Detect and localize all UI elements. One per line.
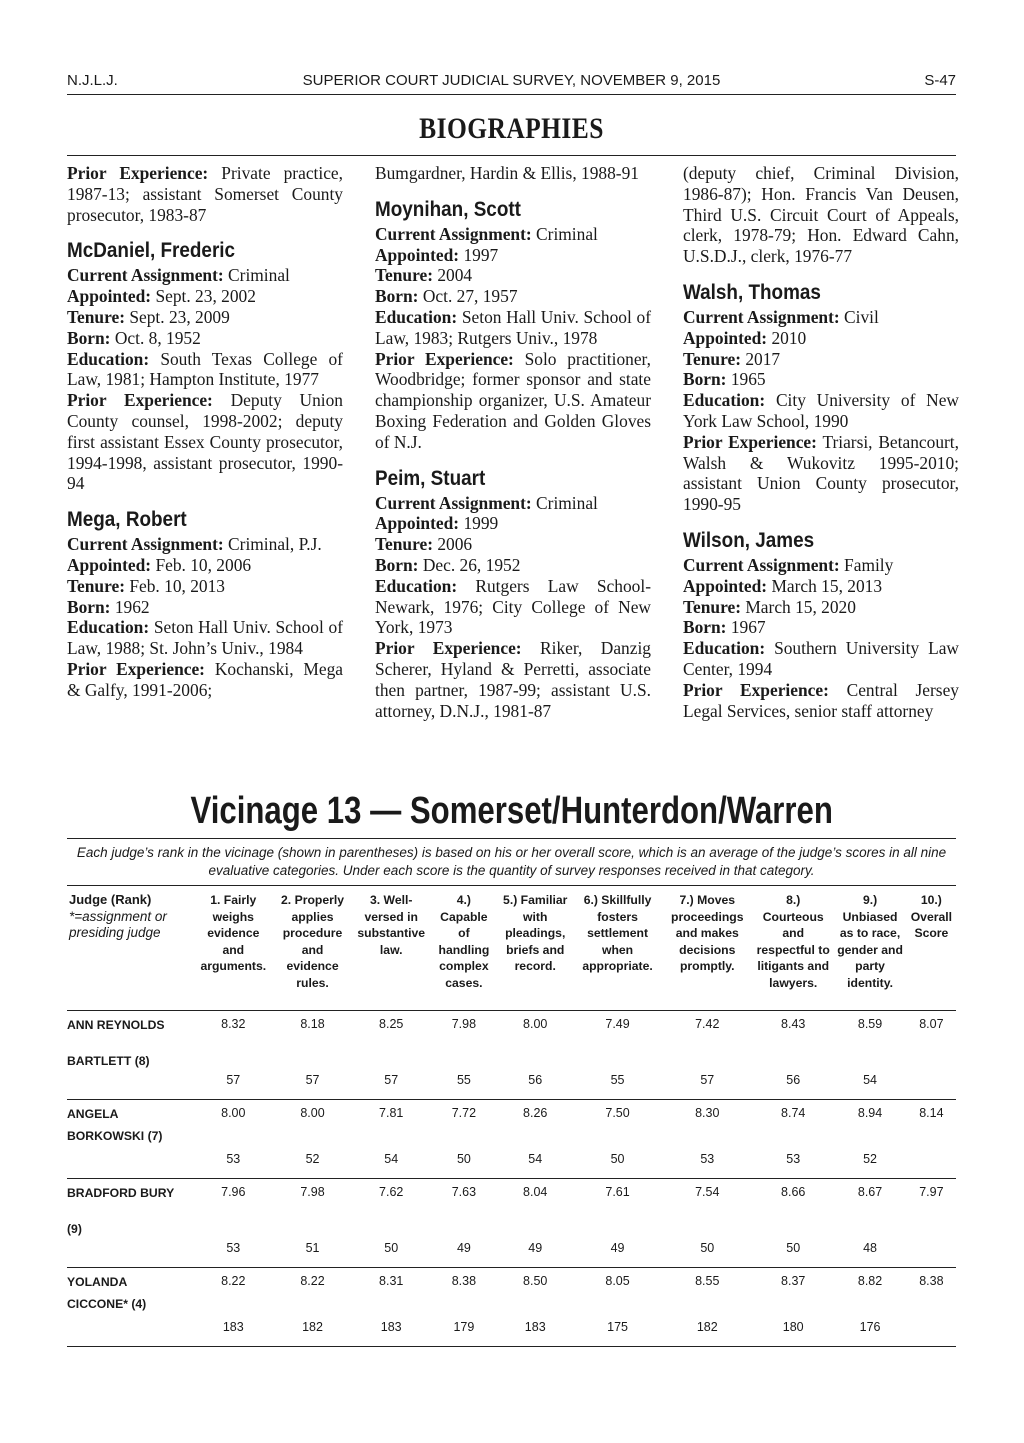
bio-field-label: Appointed: bbox=[67, 286, 152, 307]
score-cell: 8.66 bbox=[781, 1184, 806, 1199]
score-cell: 7.62 bbox=[379, 1184, 404, 1199]
bio-field-appointed bbox=[683, 576, 959, 597]
bio-field-value: Riker, Danzig Scherer, Hyland & Perretti, associate then partner, 1987-99; assistant U.S. attorney, D.N.J., 1981-87 bbox=[375, 638, 651, 721]
response-count-cell: 183 bbox=[380, 1319, 402, 1334]
bio-field-value: March 15, 2013 bbox=[771, 575, 883, 596]
score-cell: 7.96 bbox=[221, 1184, 246, 1199]
bio-field-label: Prior Experience: bbox=[683, 679, 829, 700]
criterion-header: 8.) Courteous and respectful to litigants and lawyers. bbox=[756, 893, 830, 990]
bio-field-value: Oct. 27, 1957 bbox=[422, 286, 518, 307]
judge-scores-table bbox=[67, 892, 956, 1347]
bio-field-assignment bbox=[683, 555, 959, 576]
criterion-header: 1. Fairly weighs evidence and arguments. bbox=[200, 893, 267, 974]
score-cell: 8.50 bbox=[523, 1273, 548, 1288]
response-count-cell: 175 bbox=[607, 1319, 628, 1334]
response-count-cell: 53 bbox=[226, 1151, 241, 1166]
response-count-cell: 51 bbox=[305, 1240, 320, 1255]
bio-field-assignment bbox=[683, 307, 959, 328]
response-count-cell: 50 bbox=[786, 1240, 801, 1255]
score-cell: 7.97 bbox=[919, 1184, 944, 1199]
score-cell: 8.00 bbox=[523, 1016, 548, 1031]
response-count-cell: 182 bbox=[302, 1319, 323, 1334]
criterion-header: 10.) Overall Score bbox=[910, 893, 953, 941]
score-cell: 8.74 bbox=[781, 1105, 806, 1120]
bio-field-label: Appointed: bbox=[67, 554, 152, 575]
response-count-cell: 182 bbox=[696, 1319, 718, 1334]
score-cell: 7.63 bbox=[451, 1184, 477, 1199]
bio-field-tenure bbox=[375, 265, 651, 286]
table-header-row bbox=[67, 892, 956, 1010]
bio-field-value: 1997 bbox=[463, 244, 499, 265]
bio-field-prior bbox=[683, 680, 959, 722]
bio-field-value: Dec. 26, 1952 bbox=[422, 554, 521, 575]
bio-field-education bbox=[375, 576, 651, 638]
score-cell: 8.25 bbox=[379, 1016, 404, 1031]
bio-field-label: Prior Experience: bbox=[683, 431, 817, 452]
response-count-row bbox=[67, 1039, 956, 1100]
response-count-cell: 57 bbox=[384, 1072, 399, 1087]
page-header bbox=[67, 70, 956, 95]
biography-continuation bbox=[67, 163, 343, 225]
bio-field-label: Education: bbox=[375, 575, 458, 596]
score-cell: 8.05 bbox=[605, 1273, 630, 1288]
judge-name-line: CICCONE* (4) bbox=[67, 1296, 147, 1311]
bio-field-value: 1965 bbox=[730, 369, 766, 390]
score-cell: 7.49 bbox=[605, 1016, 630, 1031]
bio-field-appointed bbox=[67, 555, 343, 576]
score-cell: 7.50 bbox=[605, 1105, 630, 1120]
bio-field-label: Education: bbox=[375, 306, 458, 327]
bio-field-value: Oct. 8, 1952 bbox=[114, 327, 201, 348]
bio-field-born bbox=[683, 617, 959, 638]
bio-field-label: Tenure: bbox=[683, 348, 741, 369]
score-cell: 8.59 bbox=[857, 1016, 883, 1031]
score-cell: 8.30 bbox=[695, 1105, 720, 1120]
criterion-header: 9.) Unbiased as to race, gender and party identity. bbox=[837, 893, 903, 990]
judge-name-line: ANGELA bbox=[67, 1106, 119, 1121]
response-count-cell: 55 bbox=[610, 1072, 625, 1087]
bio-field-education bbox=[375, 307, 651, 349]
bio-field-label: Tenure: bbox=[375, 534, 433, 555]
response-count-cell: 57 bbox=[226, 1072, 241, 1087]
judge-header-label: Judge (Rank) bbox=[69, 892, 152, 907]
bio-field-label: Appointed: bbox=[683, 327, 768, 348]
response-count-cell bbox=[907, 1039, 956, 1100]
bio-field-value: 1967 bbox=[730, 617, 766, 638]
score-cell: 7.61 bbox=[605, 1184, 630, 1199]
response-count-cell: 50 bbox=[700, 1240, 715, 1255]
response-count-cell: 183 bbox=[524, 1319, 546, 1334]
bio-field-label: Born: bbox=[67, 596, 111, 617]
page-number: S-47 bbox=[924, 72, 956, 89]
judge-cell bbox=[67, 1178, 193, 1267]
response-count-cell: 176 bbox=[859, 1319, 881, 1334]
response-count-cell: 179 bbox=[453, 1319, 475, 1334]
bio-field-label: Current Assignment: bbox=[683, 306, 840, 327]
bio-field-assignment bbox=[375, 493, 651, 514]
bio-field-value: Sept. 23, 2009 bbox=[129, 306, 230, 327]
bio-field-label: Prior Experience: bbox=[67, 658, 205, 679]
bio-field-label: Tenure: bbox=[683, 596, 741, 617]
bio-field-label: Born: bbox=[67, 327, 111, 348]
judge-name: Mega, Robert bbox=[67, 508, 187, 532]
biography-column-3 bbox=[683, 163, 959, 721]
bio-field-prior bbox=[67, 659, 343, 701]
bio-field-label: Prior Experience: bbox=[67, 163, 209, 183]
response-count-cell: 49 bbox=[610, 1240, 625, 1255]
score-cell: 7.81 bbox=[379, 1105, 404, 1120]
bio-field-value: Criminal bbox=[536, 492, 598, 513]
bio-field-value: Seton Hall Univ. School of Law, 1988; St. John’s Univ., 1984 bbox=[67, 617, 343, 659]
score-row bbox=[67, 1178, 956, 1207]
bio-field-value: Southern University Law Center, 1994 bbox=[683, 638, 959, 679]
score-cell: 8.22 bbox=[221, 1273, 246, 1288]
bio-field-label: Education: bbox=[683, 638, 766, 659]
judge-name-line: BARTLETT (8) bbox=[67, 1053, 150, 1068]
biography-continuation: (deputy chief, Criminal Division, 1986-87); Hon. Francis Van Deusen, Third U.S. Circuit Court of Appeals, clerk, 1978-79; Hon. Edward Cahn, U.S.D.J., clerk, 1976-77 bbox=[683, 163, 959, 267]
response-count-cell: 50 bbox=[384, 1240, 399, 1255]
bio-field-value: Criminal bbox=[536, 223, 598, 244]
bio-field-value: Deputy Union County counsel, 1998-2002; deputy first assistant Essex County prosecutor, 1994-1998, assistant prosecutor, 1990-94 bbox=[67, 390, 343, 494]
bio-field-born bbox=[67, 328, 343, 349]
score-row bbox=[67, 1010, 956, 1039]
score-cell: 8.37 bbox=[781, 1273, 806, 1288]
bio-field-value: Sept. 23, 2002 bbox=[155, 286, 256, 307]
bio-field-tenure bbox=[67, 307, 343, 328]
response-count-cell: 52 bbox=[863, 1151, 877, 1166]
bio-field-value: Criminal, P.J. bbox=[228, 534, 322, 555]
bio-field-born bbox=[375, 555, 651, 576]
response-count-row bbox=[67, 1207, 956, 1268]
table-intro: Each judge’s rank in the vicinage (shown in parentheses) is based on his or her overall score, which is an average of the judge’s scores in all nine evaluative categories. Under each score is the quantity of survey responses received in that category. bbox=[76, 845, 947, 878]
criterion-header: 3. Well-versed in substantive law. bbox=[357, 893, 426, 957]
judge-name: Wilson, James bbox=[683, 528, 815, 552]
bio-field-tenure bbox=[683, 349, 959, 370]
bio-field-value: Feb. 10, 2006 bbox=[155, 554, 252, 575]
bio-field-prior bbox=[375, 349, 651, 453]
biography-column-2 bbox=[375, 163, 651, 721]
bio-field-label: Current Assignment: bbox=[375, 223, 532, 244]
bio-field-education bbox=[67, 349, 343, 391]
bio-field-value: Seton Hall Univ. School of Law, 1983; Rutgers Univ., 1978 bbox=[375, 306, 651, 348]
bio-field-appointed bbox=[67, 286, 343, 307]
bio-field-value: 2006 bbox=[437, 534, 473, 555]
bio-field-label: Current Assignment: bbox=[375, 492, 532, 513]
score-cell: 8.94 bbox=[857, 1105, 883, 1120]
bio-field-label: Education: bbox=[67, 617, 150, 638]
bio-field-assignment bbox=[375, 224, 651, 245]
bio-field-born bbox=[375, 286, 651, 307]
bio-field-prior bbox=[375, 638, 651, 721]
bio-field-value: 1962 bbox=[114, 596, 150, 617]
bio-field-value: Triarsi, Betancourt, Walsh & Wukovitz 1995-2010; assistant Union County prosecutor, 1990-95 bbox=[683, 431, 959, 515]
score-cell: 8.14 bbox=[919, 1105, 944, 1120]
bio-field-assignment bbox=[67, 265, 343, 286]
bio-field-education bbox=[683, 638, 959, 680]
bio-field-value: Central Jersey Legal Services, senior staff attorney bbox=[683, 679, 959, 721]
bio-field-label: Tenure: bbox=[67, 575, 125, 596]
score-cell: 8.07 bbox=[919, 1016, 944, 1031]
response-count-cell: 183 bbox=[222, 1319, 244, 1334]
response-count-cell: 54 bbox=[528, 1151, 543, 1166]
judge-name: Peim, Stuart bbox=[375, 466, 486, 490]
score-cell: 8.18 bbox=[300, 1016, 325, 1031]
score-cell: 8.04 bbox=[523, 1184, 548, 1199]
divider bbox=[67, 885, 956, 886]
response-count-cell: 48 bbox=[863, 1240, 877, 1255]
vicinage-title bbox=[67, 790, 956, 833]
response-count-cell: 54 bbox=[384, 1151, 399, 1166]
bio-field-value: Criminal bbox=[228, 265, 290, 286]
bio-field-value: Feb. 10, 2013 bbox=[129, 575, 225, 596]
judge-cell bbox=[67, 1099, 193, 1178]
bio-field-prior bbox=[67, 390, 343, 494]
biography-column-1 bbox=[67, 163, 343, 701]
judge-name: McDaniel, Frederic bbox=[67, 239, 236, 263]
score-row bbox=[67, 1099, 956, 1128]
criterion-header: 7.) Moves proceedings and makes decisions promptly. bbox=[671, 893, 744, 974]
bio-field-label: Current Assignment: bbox=[67, 265, 224, 286]
response-count-cell bbox=[907, 1207, 956, 1268]
score-cell: 7.72 bbox=[451, 1105, 477, 1120]
response-count-cell bbox=[907, 1296, 956, 1347]
judge-cell bbox=[67, 1010, 193, 1099]
response-count-cell: 49 bbox=[528, 1240, 543, 1255]
response-count-cell: 53 bbox=[700, 1151, 715, 1166]
bio-field-label: Appointed: bbox=[683, 575, 768, 596]
response-count-cell: 180 bbox=[782, 1319, 804, 1334]
bio-field-label: Tenure: bbox=[375, 265, 433, 286]
bio-field-value: Kochanski, Mega & Galfy, 1991-2006; bbox=[67, 658, 343, 700]
bio-field-appointed bbox=[375, 513, 651, 534]
bio-field-education bbox=[683, 390, 959, 432]
score-cell: 8.31 bbox=[379, 1273, 404, 1288]
score-cell: 8.26 bbox=[523, 1105, 548, 1120]
bio-field-label: Current Assignment: bbox=[67, 534, 224, 555]
bio-field-value: 2017 bbox=[745, 348, 781, 369]
bio-field-value: City University of New York Law School, 1990 bbox=[683, 390, 959, 431]
score-cell: 8.43 bbox=[781, 1016, 806, 1031]
bio-field-value: Civil bbox=[844, 306, 879, 327]
judge-name-line: ANN REYNOLDS bbox=[67, 1017, 165, 1032]
score-cell: 8.00 bbox=[300, 1105, 325, 1120]
bio-field-label: Born: bbox=[375, 554, 419, 575]
score-cell: 8.38 bbox=[919, 1273, 944, 1288]
bio-field-appointed bbox=[375, 245, 651, 266]
criterion-header: 6.) Skillfully fosters settlement when appropriate. bbox=[582, 893, 653, 974]
response-count-cell: 54 bbox=[863, 1072, 877, 1087]
section-title: BIOGRAPHIES bbox=[419, 112, 604, 145]
response-count-cell bbox=[907, 1128, 956, 1179]
bio-field-value: Rutgers Law School-Newark, 1976; City College of New York, 1973 bbox=[375, 575, 651, 638]
biography-continuation: Bumgardner, Hardin & Ellis, 1988-91 bbox=[375, 163, 639, 183]
judge-name-line: BRADFORD BURY bbox=[67, 1185, 175, 1200]
criterion-header: 4.) Capable of handling complex cases. bbox=[438, 893, 490, 990]
bio-field-label: Appointed: bbox=[375, 244, 460, 265]
score-cell: 8.38 bbox=[451, 1273, 477, 1288]
bio-field-label: Current Assignment: bbox=[683, 554, 840, 575]
judge-column-header bbox=[67, 892, 193, 1010]
bio-field-label: Born: bbox=[683, 617, 727, 638]
score-row bbox=[67, 1267, 956, 1296]
response-count-cell: 56 bbox=[528, 1072, 543, 1087]
score-cell: 7.42 bbox=[695, 1016, 720, 1031]
bio-field-label: Tenure: bbox=[67, 306, 125, 327]
response-count-cell: 53 bbox=[786, 1151, 801, 1166]
bio-field-value: 2004 bbox=[437, 265, 473, 286]
score-cell: 7.98 bbox=[300, 1184, 325, 1199]
bio-field-prior bbox=[683, 432, 959, 515]
header-title: SUPERIOR COURT JUDICIAL SURVEY, NOVEMBER 9, 2015 bbox=[302, 72, 721, 89]
bio-field-born bbox=[683, 369, 959, 390]
bio-field-value: March 15, 2020 bbox=[745, 596, 856, 617]
judge-name-line: BORKOWSKI (7) bbox=[67, 1128, 163, 1143]
bio-field-value: Family bbox=[844, 554, 894, 575]
score-cell: 8.00 bbox=[221, 1105, 246, 1120]
judge-cell bbox=[67, 1267, 193, 1346]
journal-abbrev: N.J.L.J. bbox=[67, 72, 118, 89]
score-cell: 7.98 bbox=[451, 1016, 477, 1031]
score-cell: 8.22 bbox=[300, 1273, 325, 1288]
judge-header-note: *=assignment or presiding judge bbox=[69, 908, 167, 941]
bio-field-label: Education: bbox=[67, 348, 150, 369]
judge-name: Walsh, Thomas bbox=[683, 280, 821, 304]
response-count-cell: 55 bbox=[456, 1072, 471, 1087]
bio-field-value: Solo practitioner, Woodbridge; former sponsor and state championship organizer, U.S. Amateur Boxing Federation and Golden Gloves of N.J. bbox=[375, 348, 651, 452]
bio-field-value: 2010 bbox=[771, 327, 807, 348]
criterion-header: 2. Properly applies procedure and evidence rules. bbox=[281, 893, 345, 990]
response-count-cell: 49 bbox=[456, 1240, 471, 1255]
response-count-cell: 50 bbox=[456, 1151, 471, 1166]
score-cell: 8.82 bbox=[857, 1273, 883, 1288]
bio-field-value: Private practice, 1987-13; assistant Somerset County prosecutor, 1983-87 bbox=[67, 163, 343, 225]
response-count-row bbox=[67, 1128, 956, 1179]
score-cell: 8.55 bbox=[695, 1273, 720, 1288]
bio-field-tenure bbox=[67, 576, 343, 597]
bio-field-assignment bbox=[67, 534, 343, 555]
bio-field-label: Appointed: bbox=[375, 513, 460, 534]
score-cell: 8.32 bbox=[221, 1016, 246, 1031]
judge-name-line: (9) bbox=[67, 1221, 82, 1236]
bio-field-label: Prior Experience: bbox=[67, 390, 213, 411]
bio-field-label: Education: bbox=[683, 390, 766, 411]
bio-field-education bbox=[67, 617, 343, 659]
bio-field-born bbox=[67, 597, 343, 618]
bio-field-label: Born: bbox=[683, 369, 727, 390]
score-cell: 7.54 bbox=[695, 1184, 720, 1199]
bio-field-value: South Texas College of Law, 1981; Hampton Institute, 1977 bbox=[67, 348, 343, 390]
response-count-row bbox=[67, 1296, 956, 1347]
judge-name-line: YOLANDA bbox=[67, 1274, 128, 1289]
response-count-cell: 52 bbox=[305, 1151, 320, 1166]
bio-field-appointed bbox=[683, 328, 959, 349]
vicinage-title-text: Vicinage 13 — Somerset/Hunterdon/Warren bbox=[190, 790, 833, 832]
response-count-cell: 50 bbox=[610, 1151, 625, 1166]
bio-field-label: Prior Experience: bbox=[375, 638, 522, 659]
bio-field-label: Born: bbox=[375, 286, 419, 307]
bio-field-tenure bbox=[375, 534, 651, 555]
response-count-cell: 57 bbox=[305, 1072, 320, 1087]
bio-field-label: Prior Experience: bbox=[375, 348, 514, 369]
response-count-cell: 57 bbox=[700, 1072, 715, 1087]
bio-field-tenure bbox=[683, 597, 959, 618]
score-cell: 8.67 bbox=[857, 1184, 883, 1199]
response-count-cell: 53 bbox=[226, 1240, 241, 1255]
bio-field-value: 1999 bbox=[463, 513, 499, 534]
judge-name: Moynihan, Scott bbox=[375, 197, 521, 221]
criterion-header: 5.) Familiar with pleadings, briefs and record. bbox=[503, 893, 568, 974]
divider bbox=[67, 155, 956, 156]
divider bbox=[67, 838, 956, 839]
response-count-cell: 56 bbox=[786, 1072, 801, 1087]
